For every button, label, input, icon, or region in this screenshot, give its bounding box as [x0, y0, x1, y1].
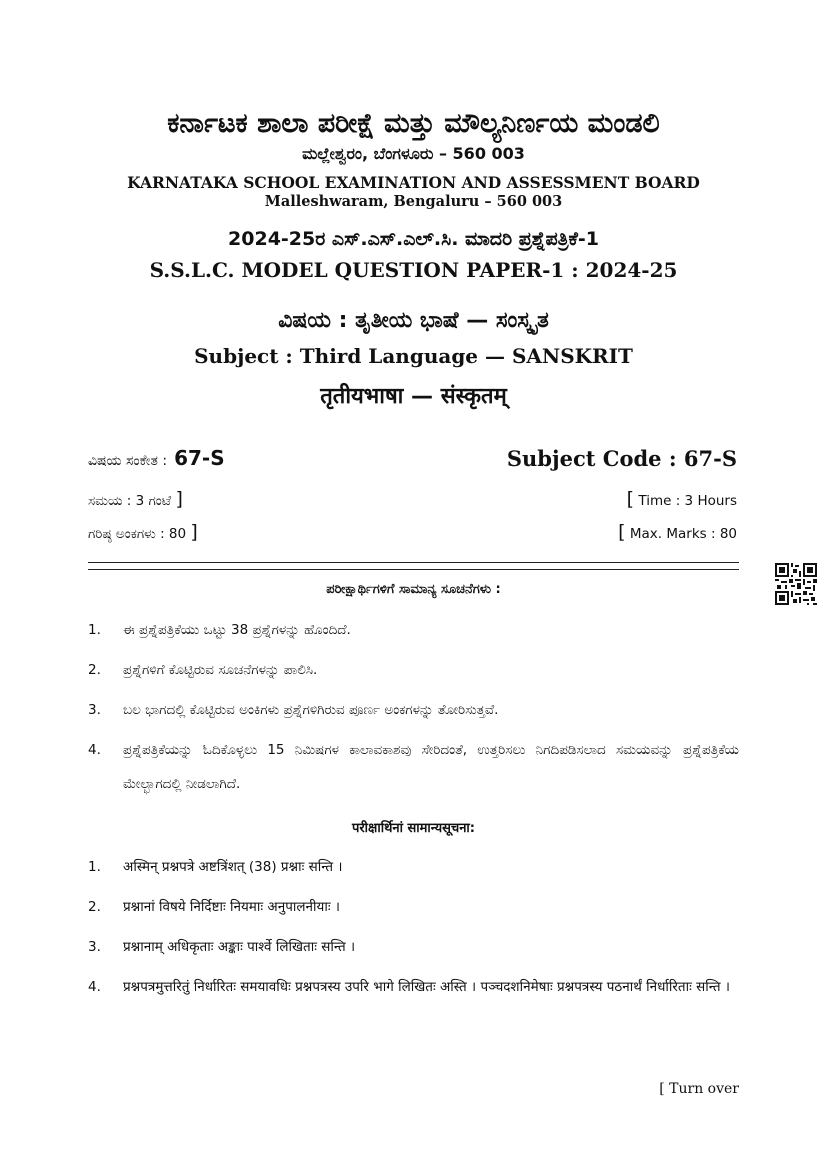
- time-kannada: [88, 488, 183, 510]
- list-item: [88, 613, 739, 647]
- board-address-english: Malleshwaram, Bengaluru – 560 003: [264, 193, 563, 210]
- instructions-heading-sanskrit: परीक्षार्थिनां सामान्यसूचना:: [351, 821, 476, 836]
- item-number: 2.: [88, 899, 101, 915]
- item-number: 4.: [88, 979, 101, 995]
- subject-kannada: ವಿಷಯ : ತೃತೀಯ ಭಾಷೆ — ಸಂಸ್ಕೃತ: [278, 308, 549, 333]
- paper-title-english: S.S.L.C. MODEL QUESTION PAPER-1 : 2024-25: [149, 258, 678, 282]
- divider-bottom: [88, 569, 739, 570]
- instructions-heading-kannada: ಪರೀಕ್ಷಾರ್ಥಿಗಳಿಗೆ ಸಾಮಾನ್ಯ ಸೂಚನೆಗಳು :: [326, 582, 501, 597]
- board-name-kannada: ಕರ್ನಾಟಕ ಶಾಲಾ ಪರೀಕ್ಷೆ ಮತ್ತು ಮೌಲ್ಯನಿರ್ಣಯ ಮಂಡಲಿ: [167, 108, 660, 139]
- item-text: ಈ ಪ್ರಶ್ನೆಪತ್ರಿಕೆಯು ಒಟ್ಟು 38 ಪ್ರಶ್ನೆಗಳನ್ನು ಹೊಂದಿದೆ.: [123, 622, 351, 638]
- time-english-text: Time : 3 Hours: [638, 493, 737, 509]
- list-item: [88, 970, 739, 1004]
- board-name-english: KARNATAKA SCHOOL EXAMINATION AND ASSESSMENT BOARD: [127, 173, 700, 192]
- qr-code-icon: [775, 563, 817, 605]
- marks-english: [618, 521, 737, 543]
- turn-over-note: [ Turn over: [659, 1081, 739, 1097]
- item-text: ಬಲ ಭಾಗದಲ್ಲಿ ಕೊಟ್ಟಿರುವ ಅಂಕಿಗಳು ಪ್ರಶ್ನೆಗಳಿಗಿರುವ ಪೂರ್ಣ ಅಂಕಗಳನ್ನು ತೋರಿಸುತ್ತವೆ.: [123, 702, 499, 718]
- item-number: 4.: [88, 742, 101, 758]
- subject-code-kannada-value: 67-S: [174, 446, 225, 470]
- item-number: 3.: [88, 939, 101, 955]
- subject-english: Subject : Third Language — SANSKRIT: [194, 344, 633, 368]
- board-address-kannada: ಮಲ್ಲೇಶ್ವರಂ, ಬೆಂಗಳೂರು – 560 003: [302, 144, 525, 163]
- subject-sanskrit: तृतीयभाषा — संस्कृतम्: [320, 384, 507, 409]
- item-text: प्रश्नानाम् अधिकृताः अङ्काः पार्श्वे लिखिताः सन्ति ।: [123, 939, 356, 955]
- bracket-close: ]: [175, 488, 183, 510]
- list-item: [88, 850, 739, 884]
- item-text: अस्मिन् प्रश्नपत्रे अष्टत्रिंशत् (38) प्रश्नाः सन्ति ।: [123, 859, 343, 875]
- item-number: 2.: [88, 662, 101, 678]
- item-number: 1.: [88, 859, 101, 875]
- marks-kannada-text: ಗರಿಷ್ಠ ಅಂಕಗಳು : 80: [88, 526, 187, 542]
- bracket-close: ]: [190, 521, 198, 543]
- item-text: प्रश्नानां विषये निर्दिष्टाः नियमाः अनुपालनीयाः ।: [123, 899, 340, 915]
- bracket-open: [: [618, 521, 626, 543]
- divider-top: [88, 562, 739, 563]
- item-number: 1.: [88, 622, 101, 638]
- paper-title-kannada: 2024-25ರ ಎಸ್.ಎಸ್.ಎಲ್.ಸಿ. ಮಾದರಿ ಪ್ರಶ್ನೆಪತ್ರಿಕೆ-1: [228, 228, 599, 250]
- item-text: ಪ್ರಶ್ನೆಪತ್ರಿಕೆಯನ್ನು ಓದಿಕೊಳ್ಳಲು 15 ನಿಮಿಷಗಳ ಕಾಲಾವಕಾಶವು ಸೇರಿದಂತೆ, ಉತ್ತರಿಸಲು ನಿಗದಿಪಡಿಸಲಾದ ಸಮಯವನ್ನು ಪ್ರಶ್ನೆಪತ್ರಿಕೆಯ ಮೇಲ್ಭಾಗದಲ್ಲಿ ನೀಡಲಾಗಿದೆ.: [123, 742, 739, 792]
- time-english: [627, 488, 737, 510]
- bracket-open: [: [626, 488, 635, 510]
- list-item: [88, 653, 739, 687]
- marks-kannada: [88, 521, 198, 543]
- list-item: [88, 733, 739, 801]
- subject-code-english: Subject Code : 67-S: [506, 446, 737, 471]
- item-number: 3.: [88, 702, 101, 718]
- list-item: [88, 693, 739, 727]
- subject-code-kannada: [88, 446, 225, 470]
- subject-code-kannada-label: ವಿಷಯ ಸಂಕೇತ :: [88, 453, 168, 469]
- list-item: [88, 930, 739, 964]
- time-kannada-text: ಸಮಯ : 3 ಗಂಟೆ: [88, 493, 172, 509]
- list-item: [88, 890, 739, 924]
- marks-english-text: Max. Marks : 80: [629, 526, 737, 542]
- item-text: ಪ್ರಶ್ನೆಗಳಿಗೆ ಕೊಟ್ಟಿರುವ ಸೂಚನೆಗಳನ್ನು ಪಾಲಿಸಿ.: [123, 662, 318, 678]
- item-text: प्रश्नपत्रमुत्तरितुं निर्धारितः समयावधिः प्रश्नपत्रस्य उपरि भागे लिखितः अस्ति । पञ्चदशनिमेषाः प्रश्नपत्रस्य पठनार्थं निर्धारिताः सन्ति ।: [123, 979, 731, 995]
